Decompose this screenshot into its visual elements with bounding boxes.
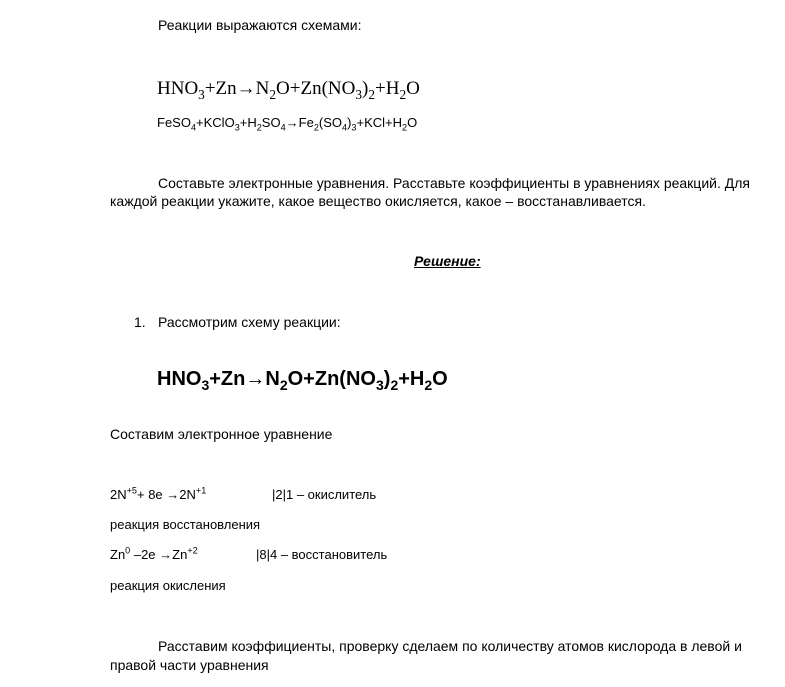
equation-1: $HNO_3+Zn\to N_2O+Zn(NO_3)_2+H_2O$ <box>157 78 420 102</box>
reduction-note: реакция восстановления <box>110 517 261 532</box>
oxidation-note: реакция окисления <box>110 578 226 593</box>
step-text: Рассмотрим схему реакции: <box>158 314 341 330</box>
task-line-1: Составьте электронные уравнения. Расставьте коэффициенты в уравнениях реакций. Для <box>158 175 750 191</box>
intro-text: Реакции выражаются схемами: <box>158 17 362 33</box>
electron-eq-2: Zn$^0$ $-2e \to Zn^{+2}$ <box>110 545 198 562</box>
compose-text: Составим электронное уравнение <box>110 426 333 442</box>
equation-3: $HNO_3+Zn\to N_2O+Zn(NO_3)_2+H_2O$ <box>157 368 448 393</box>
step-number: 1. <box>134 314 146 330</box>
electron-eq-2-balance: |8|4 – восстановитель <box>256 547 388 562</box>
final-line-2: правой части уравнения <box>110 657 269 673</box>
task-line-2: каждой реакции укажите, какое вещество окисляется, какое – восстанавливается. <box>110 193 646 209</box>
final-line-1: Расставим коэффициенты, проверку сделаем по количеству атомов кислорода в левой и <box>158 638 742 654</box>
step-1 <box>134 313 341 331</box>
solution-title: Решение: <box>414 253 481 269</box>
electron-eq-1-balance: |2|1 – окислитель <box>272 487 377 502</box>
electron-eq-1: $2N^{+5}+ 8e \to 2N^{+1}$ <box>110 485 207 502</box>
equation-2: $FeSO_4+KClO_3+H_2SO_4\to Fe_2(SO_4)_3+KCl+H_2O$ <box>157 115 418 133</box>
